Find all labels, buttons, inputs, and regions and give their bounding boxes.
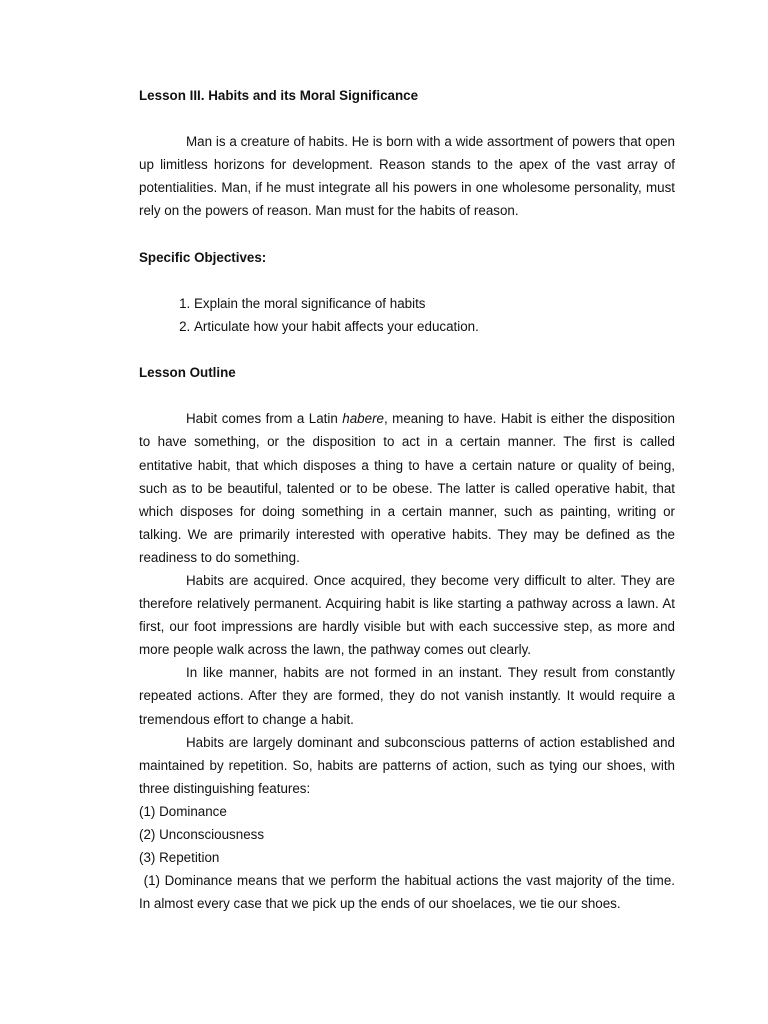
outline-paragraph-4: Habits are largely dominant and subconscious patterns of action established and maintained by repetition. So, habits are patterns of action, such as tying our shoes, with three distinguishing features: [139, 734, 675, 796]
document-page [139, 84, 679, 915]
feature-item: (2) Unconsciousness [139, 827, 265, 842]
spacer [139, 269, 675, 292]
paragraph-text: Habit comes from a Latin [186, 411, 343, 427]
objectives-heading: Specific Objectives: [139, 249, 267, 265]
spacer [139, 107, 675, 130]
spacer [139, 384, 675, 407]
objective-item: 2. Articulate how your habit affects your education. [194, 315, 675, 338]
spacer [139, 223, 675, 246]
feature-item: (1) Dominance [139, 803, 227, 819]
latin-term: habere [342, 411, 384, 427]
intro-paragraph: Man is a creature of habits. He is born with a wide assortment of powers that open up limitless horizons for development. Reason stands to the apex of the vast array of potentialities. Man, if he must integrate all his powers in one wholesome personality, must rely on the powers of reason. Man must for the habits of reason. [139, 134, 675, 219]
lesson-title: Lesson III. Habits and its Moral Significance [139, 88, 419, 103]
outline-paragraph-2: Habits are acquired. Once acquired, they become very difficult to alter. They are therefore relatively permanent. Acquiring habit is like starting a pathway across a lawn. At first, our foot impressions are hardly visible but with each successive step, as more and more people walk across the lawn, the pathway comes out clearly. [139, 572, 675, 658]
spacer [139, 338, 675, 361]
paragraph-text: , meaning to have. Habit is either the disposition to have something, or the disposition to act in a certain manner. The first is called entitative habit, that which disposes a thing to have a certain nature or quality of being, such as to be beautiful, talented or to be obese. The latter is called operative habit, that which disposes for doing something in a certain manner, such as painting, writing or talking. We are primarily interested with operative habits. They may be defined as the readiness to do something. [139, 411, 675, 565]
objective-item: 1. Explain the moral significance of habits [194, 292, 675, 315]
outline-paragraph-1 [139, 407, 675, 569]
outline-paragraph-5: (1) Dominance means that we perform the habitual actions the vast majority of the time. In almost every case that we pick up the ends of our shoelaces, we tie our shoes. [139, 873, 679, 912]
feature-item: (3) Repetition [139, 850, 220, 866]
objectives-list [139, 292, 675, 338]
outline-paragraph-3: In like manner, habits are not formed in an instant. They result from constantly repeated actions. After they are formed, they do not vanish instantly. It would require a tremendous effort to change a habit. [139, 665, 675, 727]
outline-heading: Lesson Outline [139, 365, 236, 381]
